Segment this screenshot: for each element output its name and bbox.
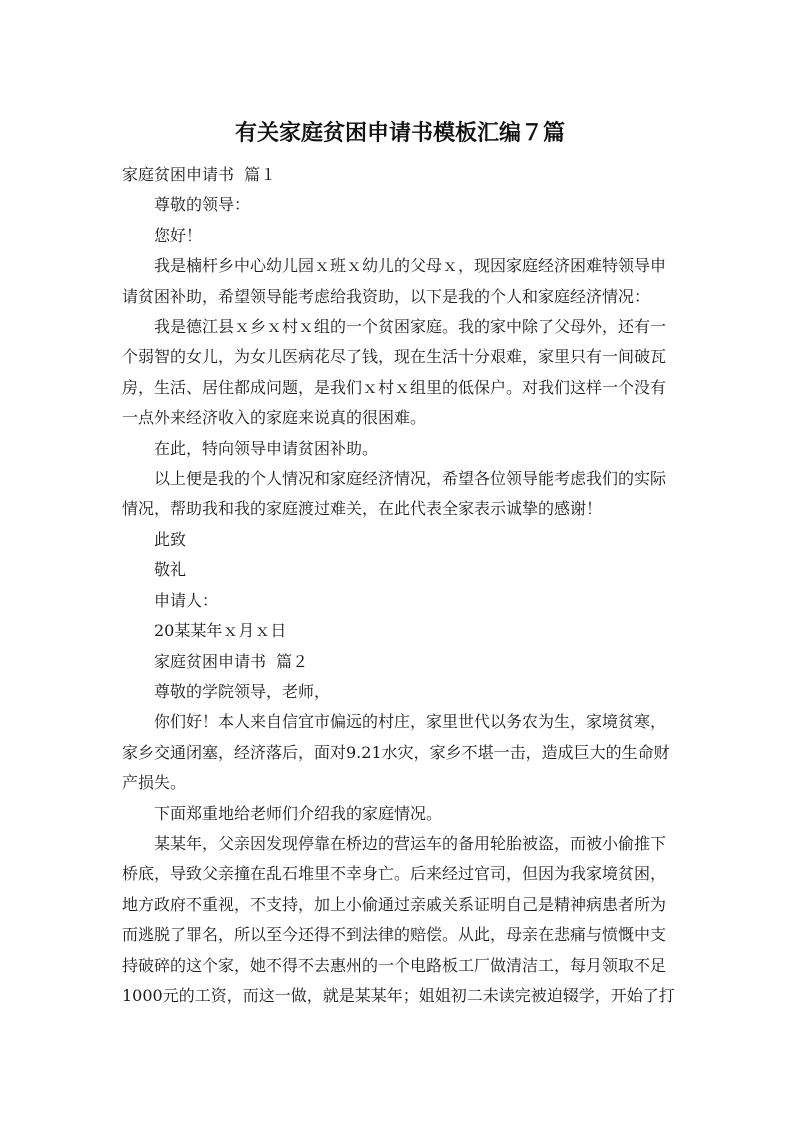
paragraph-line: 房，生活、居住都成问题，是我们ｘ村ｘ组里的低保户。对我们这样一个没有 <box>122 377 667 397</box>
paragraph-line: 某某年，父亲因发现停靠在桥边的营运车的备用轮胎被盗，而被小偷推下 <box>154 833 667 853</box>
paragraph-line: 以上便是我的个人情况和家庭经济情况，希望各位领导能考虑我们的实际 <box>154 469 667 489</box>
document-body <box>122 160 678 1011</box>
paragraph-line: 情况，帮助我和我的家庭渡过难关，在此代表全家表示诚挚的感谢！ <box>122 499 603 519</box>
document-title: 有关家庭贫困申请书模板汇编７篇 <box>234 121 565 146</box>
paragraph-line: 地方政府不重视，不支持，加上小偷通过亲戚关系证明自己是精神病患者所为 <box>122 894 667 914</box>
paragraph-line: 一点外来经济收入的家庭来说真的很困难。 <box>122 408 427 428</box>
date-line: 20某某年ｘ月ｘ日 <box>154 621 287 641</box>
paragraph-line: 在此，特向领导申请贫困补助。 <box>154 438 379 458</box>
section-heading-1: 家庭贫困申请书 篇１ <box>122 165 277 184</box>
paragraph-line: 个弱智的女儿，为女儿医病花尽了钱，现在生活十分艰难，家里只有一间破瓦 <box>122 347 667 367</box>
paragraph-line: 家乡交通闭塞，经济落后，面对9.21水灾，家乡不堪一击，造成巨大的生命财 <box>122 742 670 762</box>
paragraph-line: 你们好！本人来自信宜市偏远的村庄，家里世代以务农为生，家境贫寒， <box>154 712 667 732</box>
paragraph-line: 下面郑重地给老师们介绍我的家庭情况。 <box>154 803 443 823</box>
closing-line: 敬礼 <box>154 560 187 580</box>
section-heading-2: 家庭贫困申请书 篇２ <box>154 651 309 671</box>
salutation: 尊敬的学院领导，老师， <box>154 681 331 701</box>
applicant-label: 申请人： <box>154 590 219 610</box>
closing-line: 此致 <box>154 529 187 549</box>
paragraph-line: 产损失。 <box>122 773 187 793</box>
salutation: 尊敬的领导： <box>154 195 251 215</box>
paragraph-line: 持破碎的这个家，她不得不去惠州的一个电路板工厂做清洁工，每月领取不足 <box>122 955 667 975</box>
paragraph-line: 请贫困补助，希望领导能考虑给我资助，以下是我的个人和家庭经济情况： <box>122 286 651 306</box>
paragraph-line: 我是德江县ｘ乡ｘ村ｘ组的一个贫困家庭。我的家中除了父母外，还有一 <box>154 317 667 337</box>
paragraph-line: 而逃脱了罪名，所以至今还得不到法律的赔偿。从此，母亲在悲痛与愤慨中支 <box>122 925 667 945</box>
paragraph-line: 我是楠杆乡中心幼儿园ｘ班ｘ幼儿的父母ｘ，现因家庭经济困难特领导申 <box>154 256 667 276</box>
paragraph-line: 桥底，导致父亲撞在乱石堆里不幸身亡。后来经过官司，但因为我家境贫困， <box>122 864 667 884</box>
paragraph-line: 1000元的工资，而这一做，就是某某年；姐姐初二未读完被迫辍学，开始了打 <box>122 985 675 1005</box>
greeting: 您好！ <box>154 225 203 245</box>
